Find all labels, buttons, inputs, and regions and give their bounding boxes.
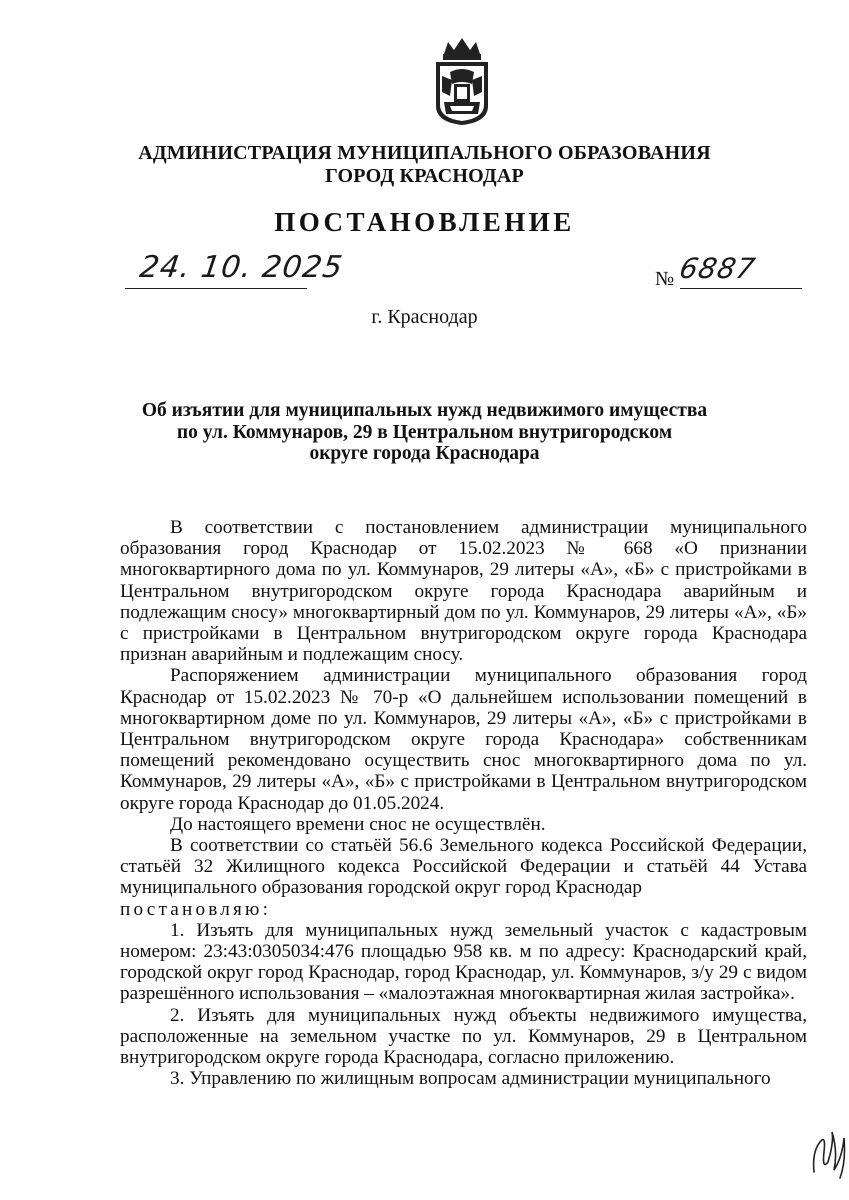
body-paragraph: 2. Изъять для муниципальных нужд объекты недвижимого имущества, расположенные на земельном участке по ул. Коммунаров, 29 в Центральном внутригородском округе города Краснодара, согласно приложению.: [120, 1004, 807, 1069]
body-paragraph: В соответствии со статьёй 56.6 Земельного кодекса Российской Федерации, статьёй 32 Жилищного кодекса Российской Федерации и статьёй 44 Устава муниципального образования городской округ город Краснодар: [120, 835, 807, 899]
body-paragraph: 3. Управлению по жилищным вопросам администрации муниципального: [170, 1068, 771, 1090]
body-paragraph: В соответствии с постановлением администрации муниципального образования город Краснодар от 15.02.2023 № 668 «О признании многоквартирного дома по ул. Коммунаров, 29 литеры «А», «Б» с пристройками в Центральном внутригородском округе города Краснодара аварийным и подлежащим сносу» многоквартирный дом по ул. Коммунаров, 29 литеры «А», «Б» с пристройками в Центральном внутригородском округе города Краснодара признан аварийным и подлежащим сносу.: [120, 517, 807, 666]
document-type-title: ПОСТАНОВЛЕНИЕ: [274, 207, 575, 237]
number-label: №: [655, 268, 675, 290]
body-paragraph: 1. Изъять для муниципальных нужд земельный участок с кадастровым номером: 23:43:0305034:476 площадью 958 кв. м по адресу: Краснодарский край, городской округ город Краснодар, город Краснодар, ул. Коммунаров, з/у 29 с видом разрешённого использования – «малоэтажная многоквартирная жилая застройка».: [120, 919, 807, 1005]
city-line: г. Краснодар: [371, 306, 478, 328]
number-underline: [680, 288, 802, 289]
handwritten-date: 24. 10. 2025: [137, 250, 346, 285]
organization-name-line1: АДМИНИСТРАЦИЯ МУНИЦИПАЛЬНОГО ОБРАЗОВАНИЯ: [138, 142, 711, 164]
document-body: [120, 517, 807, 1089]
organization-name-line2: ГОРОД КРАСНОДАР: [325, 165, 524, 187]
subject-line: Об изъятии для муниципальных нужд недвижимого имущества: [141, 400, 708, 421]
subject-line: округе города Краснодара: [309, 443, 540, 464]
document-subject: [0, 400, 849, 465]
date-underline: [125, 288, 307, 289]
resolution-word: постановляю:: [120, 898, 272, 920]
coat-of-arms-icon: [428, 36, 496, 126]
body-paragraph: Распоряжением администрации муниципального образования город Краснодар от 15.02.2023 № 70-р «О дальнейшем использовании помещений в многоквартирном доме по ул. Коммунаров, 29 литеры «А», «Б» с пристройками в Центральном внутригородском округе города Краснодара» собственникам помещений рекомендовано осуществить снос многоквартирного дома по ул. Коммунаров, 29 литеры «А», «Б» с пристройками в Центральном внутригородском округе города Краснодар до 01.05.2024.: [120, 665, 807, 814]
handwritten-initials: [808, 1122, 848, 1182]
handwritten-number: 6887: [676, 252, 759, 285]
body-paragraph: До настоящего времени снос не осуществлён.: [170, 813, 546, 835]
subject-line: по ул. Коммунаров, 29 в Центральном внутригородском: [176, 421, 673, 443]
